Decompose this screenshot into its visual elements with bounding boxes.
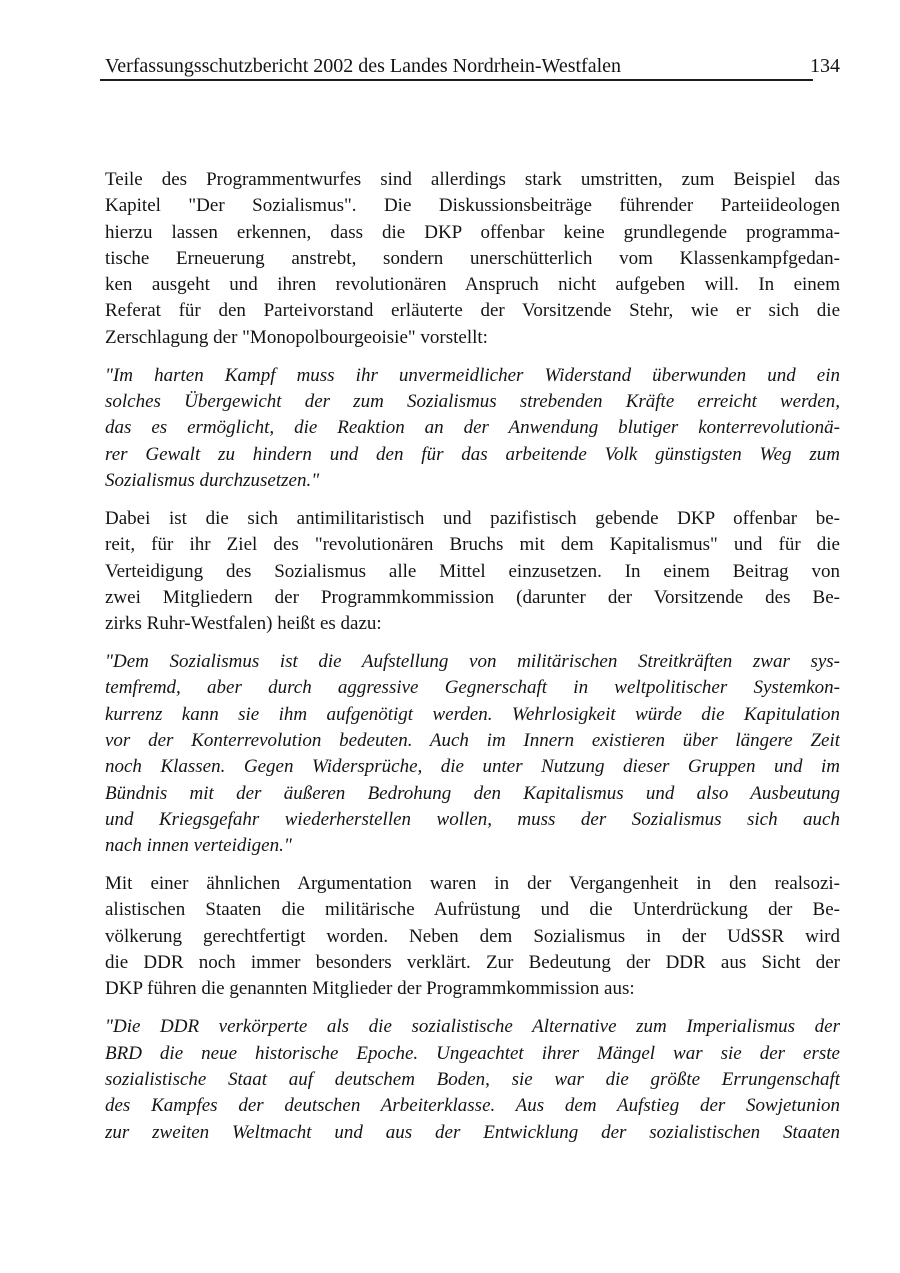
page-number: 134 [810, 55, 840, 77]
text-line: Teile des Programmentwurfes sind allerdings stark umstritten, zum Beispiel das [105, 169, 840, 190]
text-line: "Die DDR verkörperte als die sozialistische Alternative zum Imperialismus der [105, 1016, 840, 1038]
text-line: sozialistische Staat auf deutschem Boden, sie war die größte Errungenschaft [105, 1068, 840, 1090]
text-line: tische Erneuerung anstrebt, sondern unerschütterlich vom Klassenkampfgedan- [105, 247, 840, 269]
text-line: ken ausgeht und ihren revolutionären Anspruch nicht aufgeben will. In einem [105, 274, 840, 296]
quote-paragraph [105, 363, 840, 494]
header-rule [100, 79, 813, 81]
text-line: solches Übergewicht der zum Sozialismus strebenden Kräfte erreicht werden, [105, 391, 840, 413]
paragraph [105, 167, 840, 351]
text-line: Bündnis mit der äußeren Bedrohung den Kapitalismus und also Ausbeutung [105, 782, 840, 804]
text-line: reit, für ihr Ziel des "revolutionären Bruchs mit dem Kapitalismus" und für die [105, 534, 840, 556]
text-line: zur zweiten Weltmacht und aus der Entwicklung der sozialistischen Staaten [105, 1121, 840, 1143]
text-line: und Kriegsgefahr wiederherstellen wollen, muss der Sozialismus sich auch [105, 808, 840, 830]
text-line: alistischen Staaten die militärische Aufrüstung und die Unterdrückung der Be- [105, 899, 840, 921]
document-body [105, 167, 840, 1146]
paragraph [105, 506, 840, 637]
text-line: Sozialismus durchzusetzen." [105, 469, 320, 491]
text-line: des Kampfes der deutschen Arbeiterklasse. Aus dem Aufstieg der Sowjetunion [105, 1095, 840, 1117]
text-line: temfremd, aber durch aggressive Gegnerschaft in weltpolitischer Systemkon- [105, 677, 840, 699]
text-line: Mit einer ähnlichen Argumentation waren in der Vergangenheit in den realsozi- [105, 873, 840, 895]
paragraph [105, 871, 840, 1002]
quote-paragraph [105, 1014, 840, 1145]
text-line: zwei Mitgliedern der Programmkommission (darunter der Vorsitzende des Be- [105, 586, 840, 608]
text-line: die DDR noch immer besonders verklärt. Zur Bedeutung der DDR aus Sicht der [105, 952, 840, 974]
running-header [105, 54, 840, 78]
text-line: hierzu lassen erkennen, dass die DKP offenbar keine grundlegende programma- [105, 221, 840, 243]
text-line: "Dem Sozialismus ist die Aufstellung von militärischen Streitkräften zwar sys- [105, 651, 840, 673]
text-line: Verteidigung des Sozialismus alle Mittel einzusetzen. In einem Beitrag von [105, 560, 840, 582]
header-title: Verfassungsschutzbericht 2002 des Landes Nordrhein-Westfalen [105, 55, 622, 77]
text-line: Zerschlagung der "Monopolbourgeoisie" vorstellt: [105, 326, 488, 348]
text-line: Dabei ist die sich antimilitaristisch und pazifistisch gebende DKP offenbar be- [105, 507, 840, 529]
text-line: Referat für den Parteivorstand erläuterte der Vorsitzende Stehr, wie er sich die [105, 300, 840, 322]
text-line: BRD die neue historische Epoche. Ungeachtet ihrer Mängel war sie der erste [105, 1042, 840, 1064]
text-line: nach innen verteidigen." [105, 835, 292, 857]
text-line: völkerung gerechtfertigt worden. Neben dem Sozialismus in der UdSSR wird [105, 925, 840, 947]
text-line: vor der Konterrevolution bedeuten. Auch im Innern existieren über längere Zeit [105, 730, 840, 751]
text-line: zirks Ruhr-Westfalen) heißt es dazu: [105, 613, 382, 635]
text-line: noch Klassen. Gegen Widersprüche, die unter Nutzung dieser Gruppen und im [105, 756, 840, 778]
text-line: DKP führen die genannten Mitglieder der Programmkommission aus: [105, 978, 635, 1000]
text-line: Kapitel "Der Sozialismus". Die Diskussionsbeiträge führender Parteiideologen [105, 195, 840, 217]
text-line: "Im harten Kampf muss ihr unvermeidlicher Widerstand überwunden und ein [105, 364, 840, 386]
text-line: rer Gewalt zu hindern und den für das arbeitende Volk günstigsten Weg zum [105, 443, 840, 465]
text-line: kurrenz kann sie ihm aufgenötigt werden. Wehrlosigkeit würde die Kapitulation [105, 703, 840, 725]
quote-paragraph [105, 649, 840, 859]
text-line: das es ermöglicht, die Reaktion an der Anwendung blutiger konterrevolutionä- [105, 417, 840, 439]
